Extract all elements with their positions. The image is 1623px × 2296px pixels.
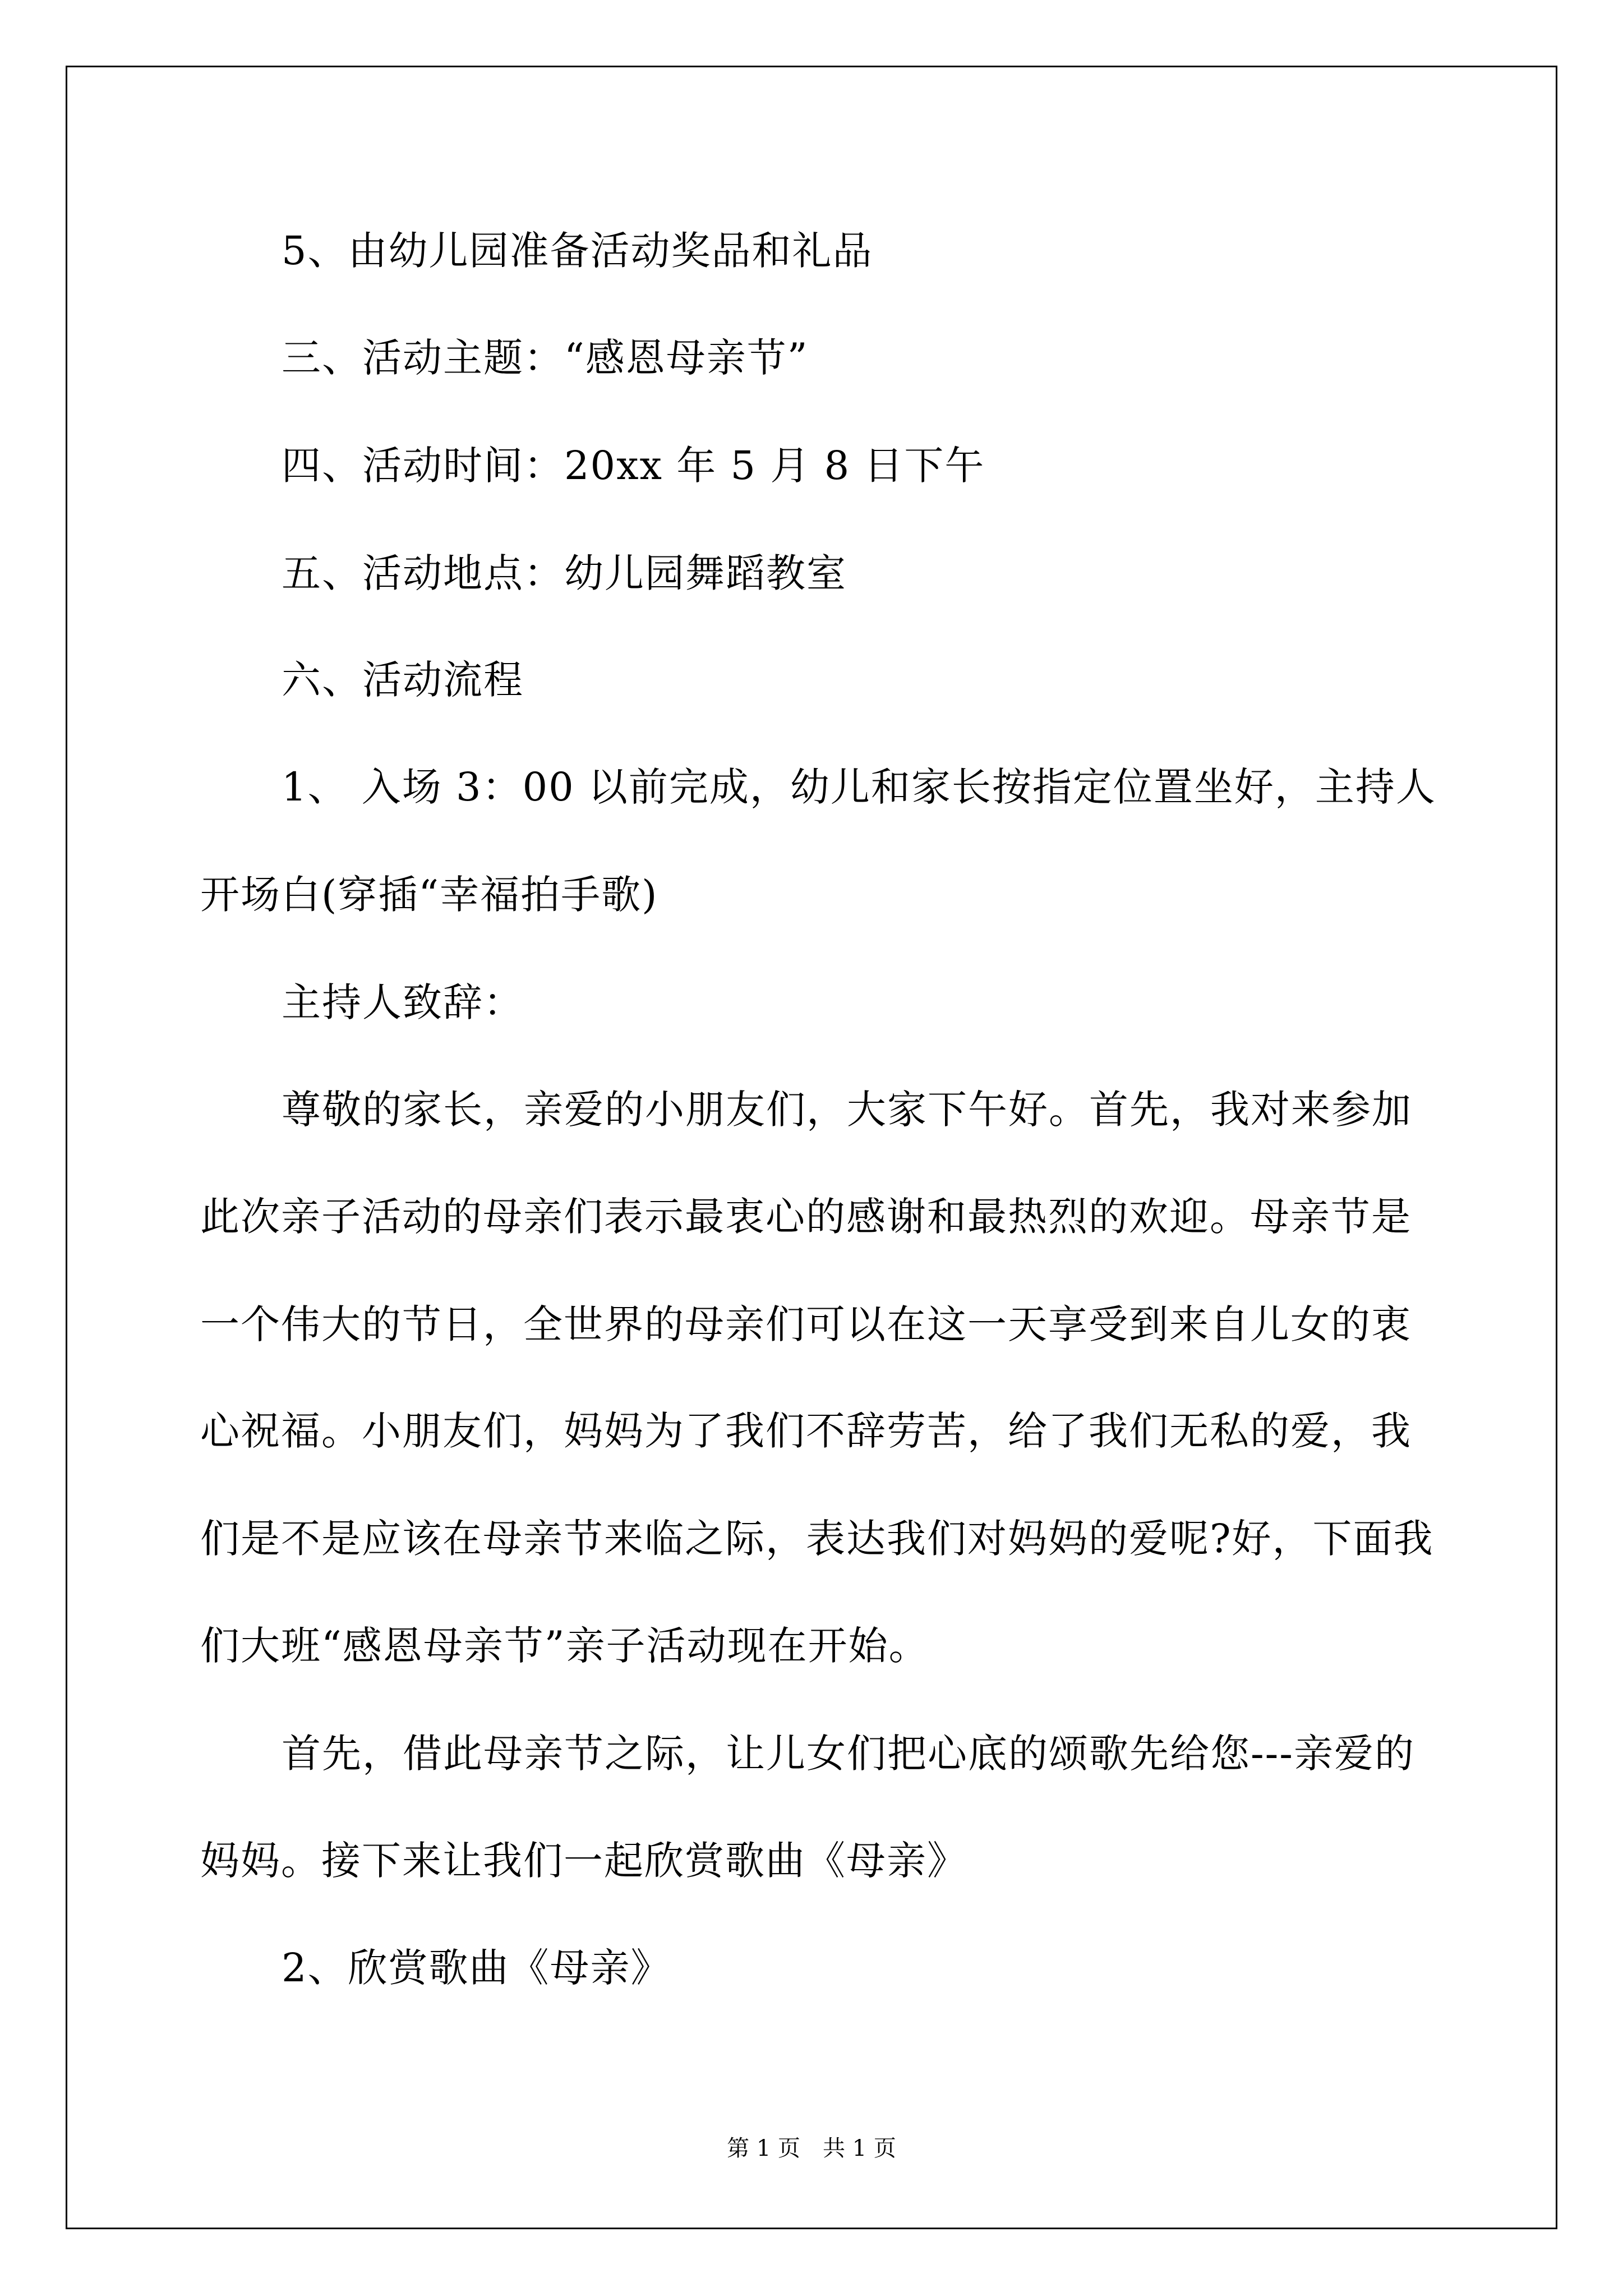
paragraph-line: 一个伟大的节日，全世界的母亲们可以在这一天享受到来自儿女的衷 [200, 1301, 1412, 1347]
paragraph-line: 开场白(穿插“幸福拍手歌) [200, 872, 658, 918]
paragraph-line: 1、 入场 3：00 以前完成，幼儿和家长按指定位置坐好，主持人 [282, 764, 1436, 810]
section-theme: 三、活动主题：“感恩母亲节” [282, 335, 809, 381]
paragraph-line: 首先，借此母亲节之际，让儿女们把心底的颂歌先给您---亲爱的 [282, 1731, 1415, 1777]
section-time: 四、活动时间：20xx 年 5 月 8 日下午 [282, 443, 985, 489]
list-item-song: 2、欣赏歌曲《母亲》 [282, 1945, 671, 1991]
list-item-prizes: 5、由幼儿园准备活动奖品和礼品 [282, 228, 873, 274]
section-location: 五、活动地点：幼儿园舞蹈教室 [282, 550, 847, 596]
host-speech-heading: 主持人致辞： [282, 979, 524, 1025]
paragraph-line: 此次亲子活动的母亲们表示最衷心的感谢和最热烈的欢迎。母亲节是 [200, 1194, 1412, 1240]
section-process: 六、活动流程 [282, 657, 524, 703]
paragraph-line: 们是不是应该在母亲节来临之际，表达我们对妈妈的爱呢?好，下面我 [200, 1516, 1434, 1562]
paragraph-line: 们大班“感恩母亲节”亲子活动现在开始。 [200, 1623, 929, 1669]
paragraph-line: 妈妈。接下来让我们一起欣赏歌曲《母亲》 [200, 1838, 967, 1884]
page-footer: 第 1 页 共 1 页 [727, 2136, 896, 2161]
paragraph-line: 尊敬的家长，亲爱的小朋友们，大家下午好。首先，我对来参加 [282, 1087, 1412, 1133]
paragraph-line: 心祝福。小朋友们，妈妈为了我们不辞劳苦，给了我们无私的爱，我 [200, 1408, 1412, 1454]
